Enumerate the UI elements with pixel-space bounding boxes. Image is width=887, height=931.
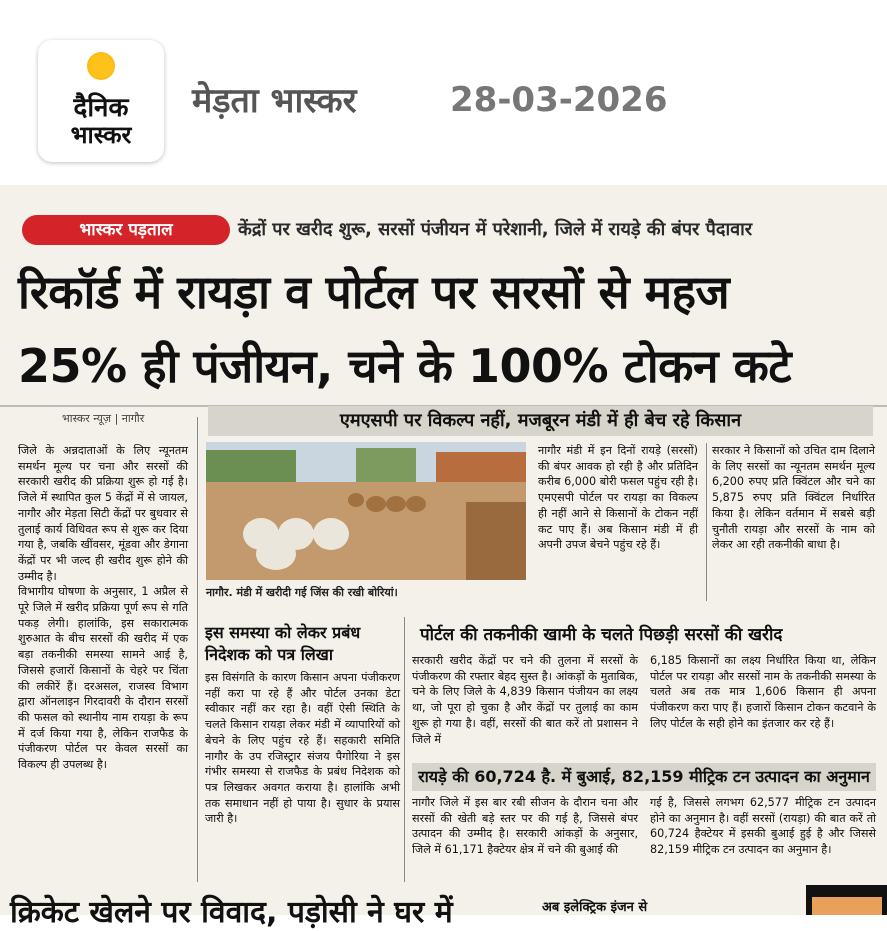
- column-rule: [706, 443, 707, 601]
- paragraph: नागौर जिले में इस बार रबी सीजन के दौरान चना और सरसों की खेती बड़े स्तर पर की गई है, जिससे बंपर उत्पादन की उम्मीद है। सरकारी आंकड़ों के अनुसार, जिले में 61,171 हैक्टेयर क्षेत्र में चने की बुआई की: [412, 796, 638, 857]
- column-6: [650, 653, 876, 732]
- next-headline: क्रिकेट खेलने पर विवाद, पड़ोसी ने घर में: [10, 895, 453, 930]
- app-header: [0, 0, 887, 185]
- column-5: [412, 653, 638, 747]
- column-1: [18, 443, 188, 773]
- newspaper-page: [0, 185, 887, 930]
- paragraph: जिले के अन्नदाताओं के लिए न्यूनतम समर्थन मूल्य पर चना और सरसों की सरकारी खरीद की प्रक्रिया शुरू हो गई है। जिले में स्थापित कुल 5 केंद्रों में से जायल, नागौर और मेड़ता सिटी केंद्रों पर बुधवार से तुलाई कार्य विधिवत रूप से शुरू कर दिया गया है, जबकि खींवसर, मूंडवा और डेगाना केंद्रों पर भी जल्द ही खरीद शुरू होने की उम्मीद है।: [18, 444, 188, 583]
- paragraph: इस विसंगति के कारण किसान अपना पंजीकरण नहीं करा पा रहे हैं और पोर्टल उनका डेटा स्वीकार नहीं कर रहा है। वहीं ऐसी स्थिति के चलते किसान रायड़ा लेकर मंडी में व्यापारियों को बेचने के लिए पहुंच रहे हैं। सहकारी समिति नागौर के उप रजिस्ट्रार संजय पैगोरिया ने इस गंभीर समस्या से राजफैड के प्रबंध निदेशक को पत्र लिखकर अवगत कराया है। हालांकि अभी तक समाधान नहीं हो पाया है। सुधार के प्रयास जारी है।: [205, 671, 400, 826]
- headline: [18, 255, 878, 403]
- paragraph: सरकार ने किसानों को उचित दाम दिलाने के लिए सरसों का न्यूनतम समर्थन मूल्य 6,200 रुपए प्रति क्विंटल और चने का 5,875 रुपए प्रति क्विंटल निर्धारित किया है। लेकिन वर्तमान में सबसे बड़ी चुनौती रायड़ा और सरसों के नाम को लेकर आ रही तकनीकी बाधा है।: [712, 444, 875, 552]
- subhead: एमएसपी पर विकल्प नहीं, मजबूरन मंडी में ही बेच रहे किसान: [208, 406, 873, 436]
- column-4: [712, 443, 875, 553]
- edition-date: 28-03-2026: [450, 80, 668, 120]
- subheading-right: पोर्टल की तकनीकी खामी के चलते पिछड़ी सरसों की खरीद: [420, 625, 783, 645]
- byline: भास्कर न्यूज़ | नागौर: [62, 412, 145, 425]
- headline-line2: 25% ही पंजीयन, चने के 100% टोकन कटे: [18, 339, 792, 393]
- ad-inner: [812, 897, 882, 915]
- section-tag: भास्कर पड़ताल: [22, 215, 230, 245]
- news-photo: [206, 442, 526, 580]
- kicker: केंद्रों पर खरीद शुरू, सरसों पंजीयन में परेशानी, जिले में रायड़े की बंपर पैदावार: [238, 219, 753, 240]
- logo-line1: दैनिक: [73, 93, 129, 123]
- paragraph: सरकारी खरीद केंद्रों पर चने की तुलना में सरसों के पंजीकरण की रफ्तार बेहद सुस्त है। आंकड़ों के मुताबिक, चने के लिए जिले के 4,839 किसान पंजीयन का लक्ष्य था, जो पूरा हो चुका है और केंद्रों पर तुलाई का काम शुरू हो गया है। वहीं, सरसों की बात करें तो प्रशासन ने जिले में: [412, 654, 638, 746]
- paragraph: 6,185 किसानों का लक्ष्य निर्धारित किया था, लेकिन पोर्टल पर रायड़ा और सरसों नाम के तकनीकी समस्या के चलते अब तक मात्र 1,606 किसान ही अपना पंजीकरण करा पाए हैं। हजारों किसान टोकन कटवाने के लिए पोर्टल के सही होने का इंतजार कर रहे हैं।: [650, 654, 876, 730]
- paragraph: गई है, जिससे लगभग 62,577 मीट्रिक टन उत्पादन होने का अनुमान है। वहीं सरसों (रायड़ा) की बात करें तो 60,724 हैक्टेयर में इसकी बुआई हुई है और जिससे 82,159 मीट्रिक टन उत्पादन का अनुमान है।: [650, 796, 876, 857]
- headline-line1: रिकॉर्ड में रायड़ा व पोर्टल पर सरसों से महज: [18, 265, 730, 319]
- next-kicker: अब इलेक्ट्रिक इंजन से: [542, 900, 648, 915]
- column-rule: [404, 617, 405, 882]
- subheading-left: इस समस्या को लेकर प्रबंध निदेशक को पत्र लिखा: [205, 623, 361, 664]
- column-8: [650, 795, 876, 858]
- column-7: [412, 795, 638, 858]
- logo-line2: भास्कर: [70, 121, 132, 149]
- photo-caption: नागौर. मंडी में खरीदी गई जिंस की रखी बोरियां।: [206, 586, 398, 599]
- paragraph: नागौर मंडी में इन दिनों रायड़े (सरसों) की बंपर आवक हो रही है और प्रतिदिन करीब 6,000 बोरी फसल पहुंच रही है। एमएसपी पोर्टल पर रायड़ा का विकल्प ही नहीं आने से किसानों के टोकन नहीं कट पाए हैं। अब किसान मंडी में ही अपनी उपज बेचने पहुंच रहे हैं।: [538, 444, 698, 552]
- column-3: [538, 443, 698, 553]
- logo[interactable]: [38, 40, 164, 162]
- subhead-band: रायड़े की 60,724 है. में बुआई, 82,159 मीट्रिक टन उत्पादन का अनुमान: [412, 763, 876, 791]
- column-2: [205, 670, 400, 827]
- edition-title: मेड़ता भास्कर: [192, 81, 357, 121]
- paragraph: विभागीय घोषणा के अनुसार, 1 अप्रैल से पूरे जिले में खरीद प्रक्रिया पूर्ण रूप से गति पकड़ लेगी। हालांकि, इस सकारात्मक शुरुआत के बीच सरसों की खरीद में एक बड़ा तकनीकी समस्या सामने आई है, जिससे हजारों किसानों के चेहरे पर चिंता की लकीरें हैं। दरअसल, राजस्व विभाग द्वारा ऑनलाइन गिरदावरी के दौरान सरसों की फसल को स्थानीय नाम रायड़ा के रूप में दर्ज किया गया है, लेकिन राजफैड के पंजीकरण पोर्टल पर केवल सरसों का विकल्प ही उपलब्ध है।: [18, 585, 188, 772]
- column-rule: [197, 417, 198, 882]
- sun-icon: [87, 52, 115, 80]
